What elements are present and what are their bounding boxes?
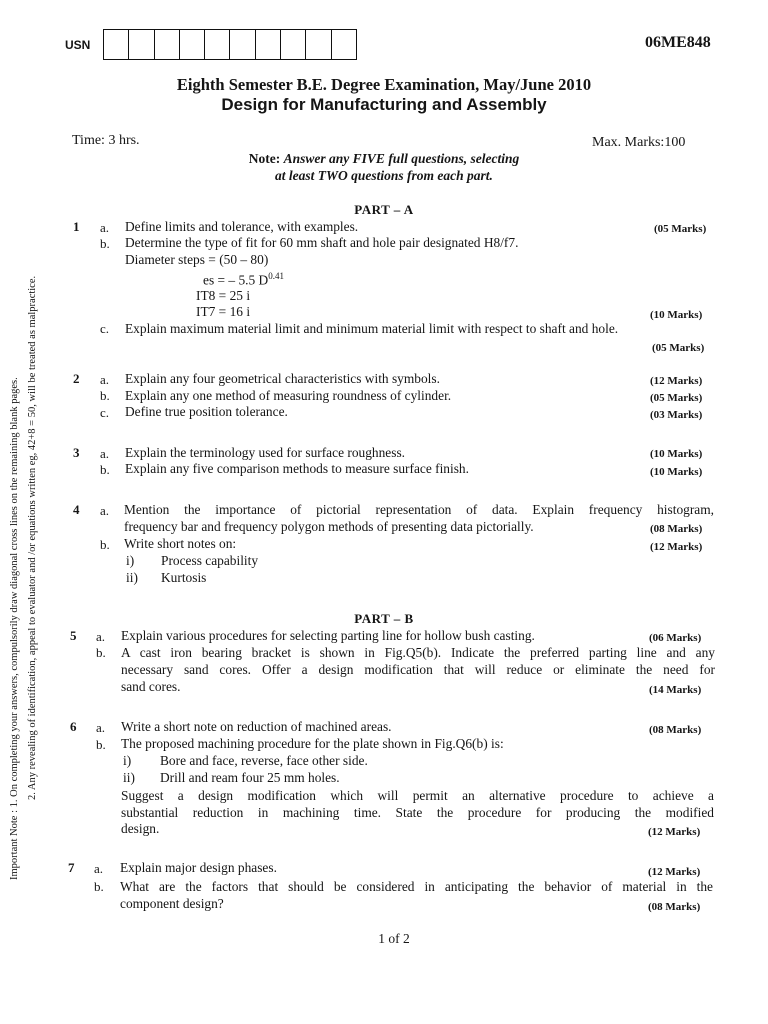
q2-number: 2 bbox=[73, 371, 80, 386]
q4-number: 4 bbox=[73, 502, 80, 517]
q5-a-label: a. bbox=[96, 629, 106, 644]
q3-a-label: a. bbox=[100, 446, 110, 461]
q2-c-marks: (03 Marks) bbox=[650, 409, 703, 421]
q1-c-text: Explain maximum material limit and minimum material limit with respect to shaft and hole. bbox=[125, 321, 619, 336]
q2-a-label: a. bbox=[100, 372, 110, 387]
q4-b-label: b. bbox=[100, 537, 110, 552]
q3-a-marks: (10 Marks) bbox=[650, 448, 703, 460]
q5-b-line1: A cast iron bearing bracket is shown in Fig.Q5(b). Indicate the preferred parting line and any bbox=[121, 645, 715, 660]
side-note-1: Important Note : 1. On completing your answers, compulsorily draw diagonal cross lines on the remaining blank pages. bbox=[9, 377, 20, 880]
q2-c-label: c. bbox=[100, 405, 110, 420]
q1-a-text: Define limits and tolerance, with examples. bbox=[125, 219, 359, 234]
q3-b-text: Explain any five comparison methods to measure surface finish. bbox=[125, 461, 469, 476]
q1-c-label: c. bbox=[100, 321, 110, 336]
usn-label: USN bbox=[65, 38, 91, 52]
q4-a-marks: (08 Marks) bbox=[650, 523, 703, 535]
q1-b-line2: Diameter steps = (50 – 80) bbox=[125, 252, 269, 267]
q1-a-label: a. bbox=[100, 220, 110, 235]
q4-b-ii-label: ii) bbox=[126, 570, 138, 585]
q1-b-line3-main: es = – 5.5 D bbox=[203, 272, 269, 288]
note-line1: Answer any FIVE full questions, selecting bbox=[283, 151, 520, 166]
q1-number: 1 bbox=[73, 219, 80, 234]
q6-b-line5: substantial reduction in machining time. State the procedure for producing the modified bbox=[121, 805, 714, 820]
q6-b-marks: (12 Marks) bbox=[648, 826, 701, 838]
q2-a-text: Explain any four geometrical characteristics with symbols. bbox=[125, 371, 440, 386]
usn-box[interactable] bbox=[129, 30, 154, 59]
note-label: Note: bbox=[248, 151, 281, 166]
usn-box[interactable] bbox=[205, 30, 230, 59]
q6-number: 6 bbox=[70, 719, 77, 734]
q4-b-i-text: Process capability bbox=[161, 553, 259, 568]
q6-a-label: a. bbox=[96, 720, 106, 735]
q7-a-text: Explain major design phases. bbox=[120, 860, 277, 875]
q2-b-text: Explain any one method of measuring roundness of cylinder. bbox=[125, 388, 452, 403]
q6-b-label: b. bbox=[96, 737, 106, 752]
q6-b-line6: design. bbox=[121, 821, 160, 836]
q4-b-ii-text: Kurtosis bbox=[161, 570, 207, 585]
subject-title: Design for Manufacturing and Assembly bbox=[221, 95, 547, 114]
q3-b-label: b. bbox=[100, 462, 110, 477]
q7-a-label: a. bbox=[94, 861, 104, 876]
exam-title: Eighth Semester B.E. Degree Examination, May/June 2010 bbox=[176, 75, 592, 94]
note bbox=[0, 151, 768, 167]
q1-b-line3-sup: 0.41 bbox=[268, 271, 284, 281]
q5-a-text: Explain various procedures for selecting parting line for hollow bush casting. bbox=[121, 628, 535, 643]
usn-boxes[interactable] bbox=[103, 29, 357, 60]
q4-a-line2: frequency bar and frequency polygon methods of presenting data pictorially. bbox=[124, 519, 534, 534]
q7-b-line2: component design? bbox=[120, 896, 224, 911]
q3-a-text: Explain the terminology used for surface roughness. bbox=[125, 445, 406, 460]
usn-box[interactable] bbox=[256, 30, 281, 59]
usn-box[interactable] bbox=[332, 30, 356, 59]
q6-b-ii-text: Drill and ream four 25 mm holes. bbox=[160, 770, 340, 785]
q1-b-line3 bbox=[203, 271, 284, 288]
part-b-heading: PART – B bbox=[354, 611, 414, 626]
note-line2: at least TWO questions from each part. bbox=[275, 168, 493, 183]
q5-number: 5 bbox=[70, 628, 77, 643]
q4-b-i-label: i) bbox=[126, 553, 135, 568]
usn-box[interactable] bbox=[180, 30, 205, 59]
q5-b-marks: (14 Marks) bbox=[649, 684, 702, 696]
usn-box[interactable] bbox=[306, 30, 331, 59]
q1-b-text: Determine the type of fit for 60 mm shaft and hole pair designated H8/f7. bbox=[125, 235, 519, 250]
q4-b-text: Write short notes on: bbox=[124, 536, 237, 551]
q6-b-line4: Suggest a design modification which will permit an alternative procedure to achieve a bbox=[121, 788, 714, 803]
q5-b-line2: necessary sand cores. Offer a design modification that will reduce or eliminate the need for bbox=[121, 662, 715, 677]
q1-b-label: b. bbox=[100, 236, 110, 251]
q5-b-line3: sand cores. bbox=[121, 679, 181, 694]
q4-a-line1: Mention the importance of pictorial representation of data. Explain frequency histogram, bbox=[124, 502, 714, 517]
side-note-2: 2. Any revealing of identification, appeal to evaluator and /or equations written eg, 42+8 = 50, will be treated as malpractice. bbox=[27, 275, 38, 800]
q4-a-label: a. bbox=[100, 503, 110, 518]
q6-b-i-text: Bore and face, reverse, face other side. bbox=[160, 753, 368, 768]
q7-b-line1: What are the factors that should be considered in anticipating the behavior of material in the bbox=[120, 879, 713, 894]
q1-c-marks: (05 Marks) bbox=[652, 342, 705, 354]
q2-b-marks: (05 Marks) bbox=[650, 392, 703, 404]
q4-b-marks: (12 Marks) bbox=[650, 541, 703, 553]
usn-box[interactable] bbox=[281, 30, 306, 59]
q3-b-marks: (10 Marks) bbox=[650, 466, 703, 478]
q7-b-label: b. bbox=[94, 879, 104, 894]
usn-box[interactable] bbox=[104, 30, 129, 59]
q1-b-line5: IT7 = 16 i bbox=[196, 304, 251, 319]
q6-a-marks: (08 Marks) bbox=[649, 724, 702, 736]
subject-code: 06ME848 bbox=[645, 34, 711, 51]
q7-number: 7 bbox=[68, 860, 75, 875]
q6-a-text: Write a short note on reduction of machined areas. bbox=[121, 719, 392, 734]
time-label: Time: 3 hrs. bbox=[72, 133, 140, 148]
q1-b-marks: (10 Marks) bbox=[650, 309, 703, 321]
q6-b-ii-label: ii) bbox=[123, 770, 135, 785]
q5-b-label: b. bbox=[96, 645, 106, 660]
q5-a-marks: (06 Marks) bbox=[649, 632, 702, 644]
max-marks-label: Max. Marks:100 bbox=[592, 135, 686, 150]
usn-box[interactable] bbox=[230, 30, 255, 59]
usn-box[interactable] bbox=[155, 30, 180, 59]
q1-b-line4: IT8 = 25 i bbox=[196, 288, 251, 303]
page-number: 1 of 2 bbox=[378, 931, 410, 946]
q6-b-i-label: i) bbox=[123, 753, 132, 768]
part-a-heading: PART – A bbox=[354, 202, 414, 217]
q7-a-marks: (12 Marks) bbox=[648, 866, 701, 878]
q6-b-text: The proposed machining procedure for the plate shown in Fig.Q6(b) is: bbox=[121, 736, 504, 751]
q2-a-marks: (12 Marks) bbox=[650, 375, 703, 387]
q3-number: 3 bbox=[73, 445, 80, 460]
q2-b-label: b. bbox=[100, 388, 110, 403]
q1-a-marks: (05 Marks) bbox=[654, 223, 707, 235]
q2-c-text: Define true position tolerance. bbox=[125, 404, 288, 419]
q7-b-marks: (08 Marks) bbox=[648, 901, 701, 913]
